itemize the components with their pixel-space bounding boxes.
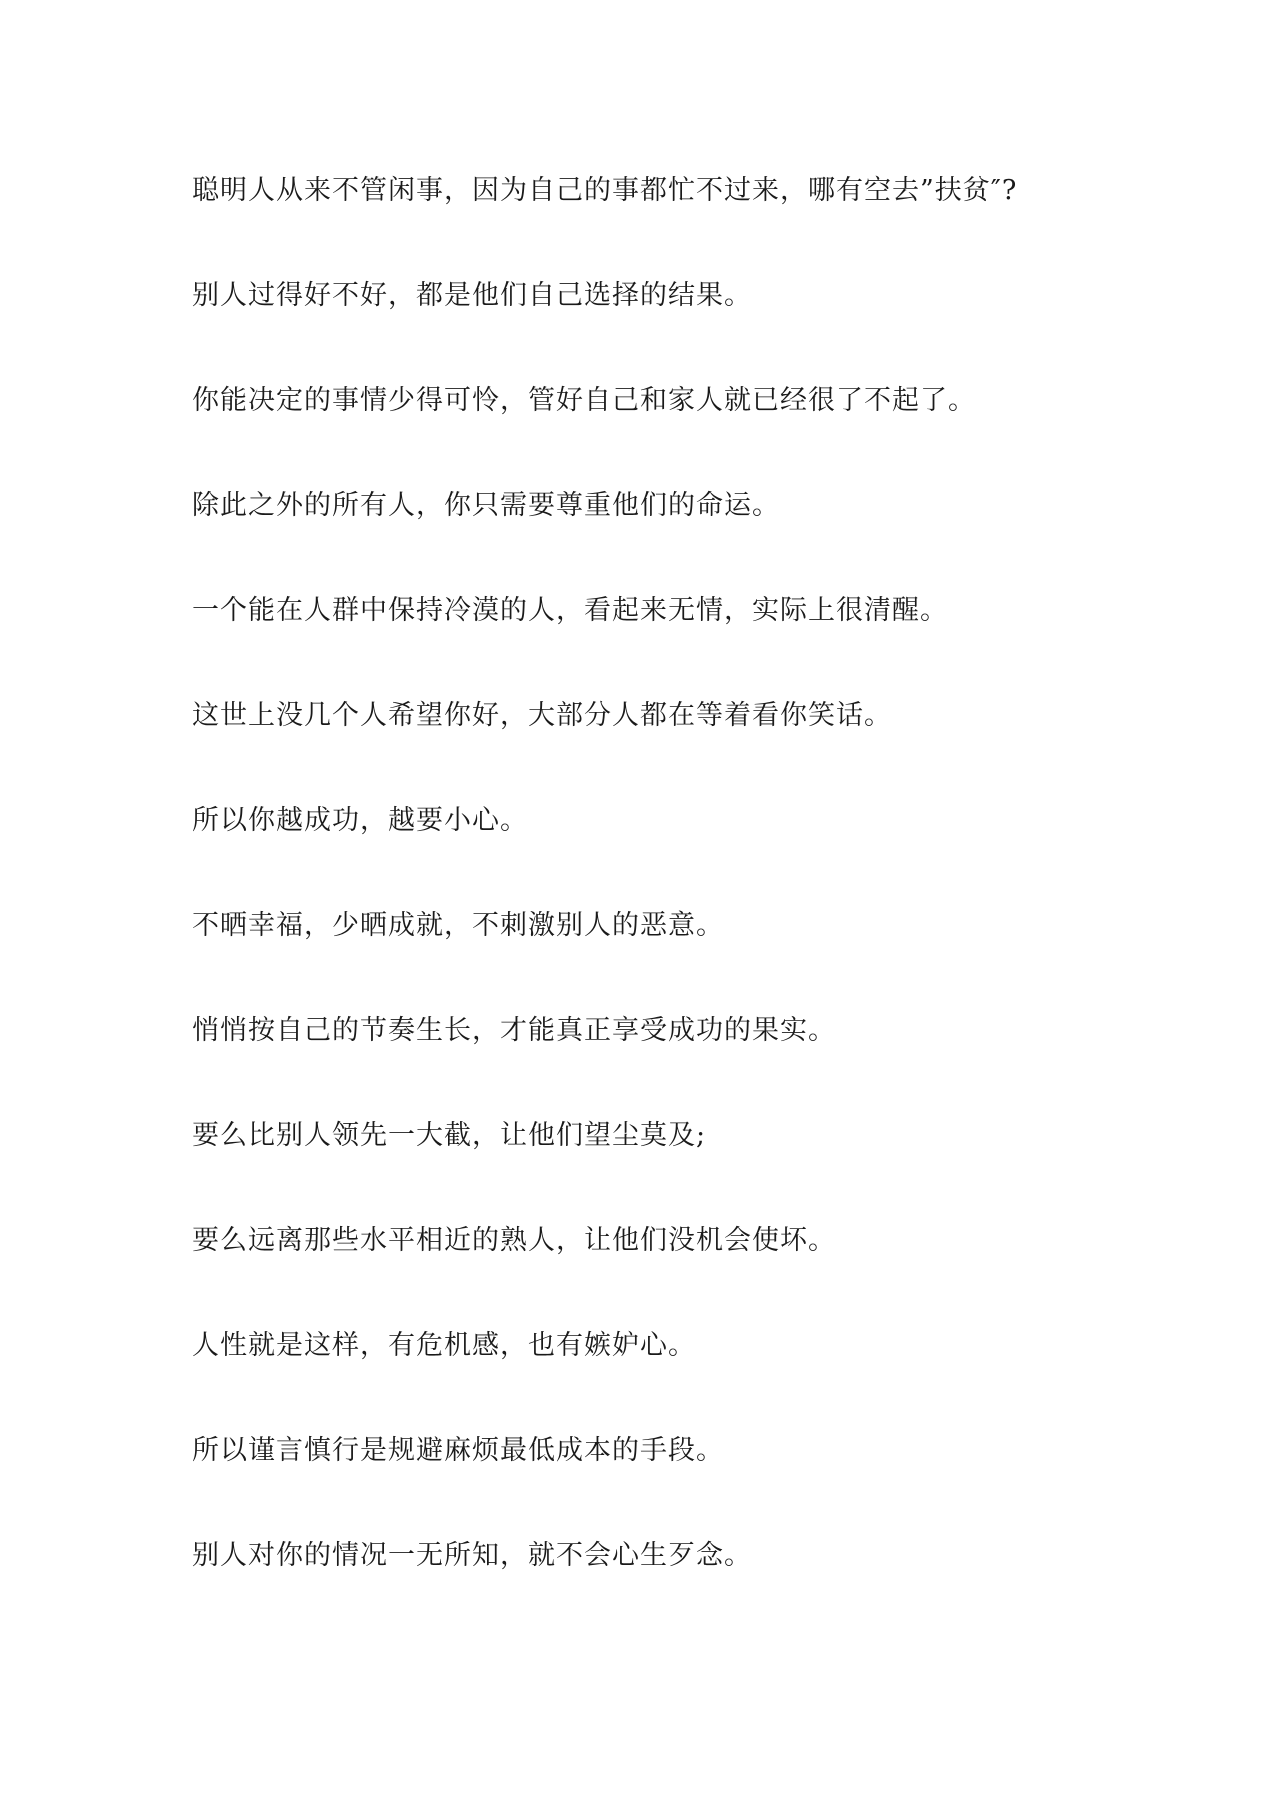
- paragraph-3: 你能决定的事情少得可怜，管好自己和家人就已经很了不起了。: [192, 385, 976, 416]
- paragraph-9: 悄悄按自己的节奏生长，才能真正享受成功的果实。: [192, 1015, 836, 1046]
- paragraph-10: 要么比别人领先一大截，让他们望尘莫及;: [192, 1120, 707, 1151]
- paragraph-8: 不晒幸福，少晒成就，不刺激别人的恶意。: [192, 910, 724, 941]
- paragraph-13: 所以谨言慎行是规避麻烦最低成本的手段。: [192, 1435, 724, 1466]
- paragraph-12: 人性就是这样，有危机感，也有嫉妒心。: [192, 1330, 696, 1361]
- paragraph-6: 这世上没几个人希望你好，大部分人都在等着看你笑话。: [192, 700, 892, 731]
- paragraph-2: 别人过得好不好，都是他们自己选择的结果。: [192, 280, 752, 311]
- paragraph-14: 别人对你的情况一无所知，就不会心生歹念。: [192, 1540, 752, 1571]
- paragraph-5: 一个能在人群中保持冷漠的人，看起来无情，实际上很清醒。: [192, 595, 948, 626]
- paragraph-7: 所以你越成功，越要小心。: [192, 805, 528, 836]
- text-body: [192, 170, 1192, 1640]
- paragraph-4: 除此之外的所有人，你只需要尊重他们的命运。: [192, 490, 780, 521]
- paragraph-11: 要么远离那些水平相近的熟人，让他们没机会使坏。: [192, 1225, 836, 1256]
- paragraph-1: 聪明人从来不管闲事，因为自己的事都忙不过来，哪有空去”扶贫″?: [192, 175, 1018, 206]
